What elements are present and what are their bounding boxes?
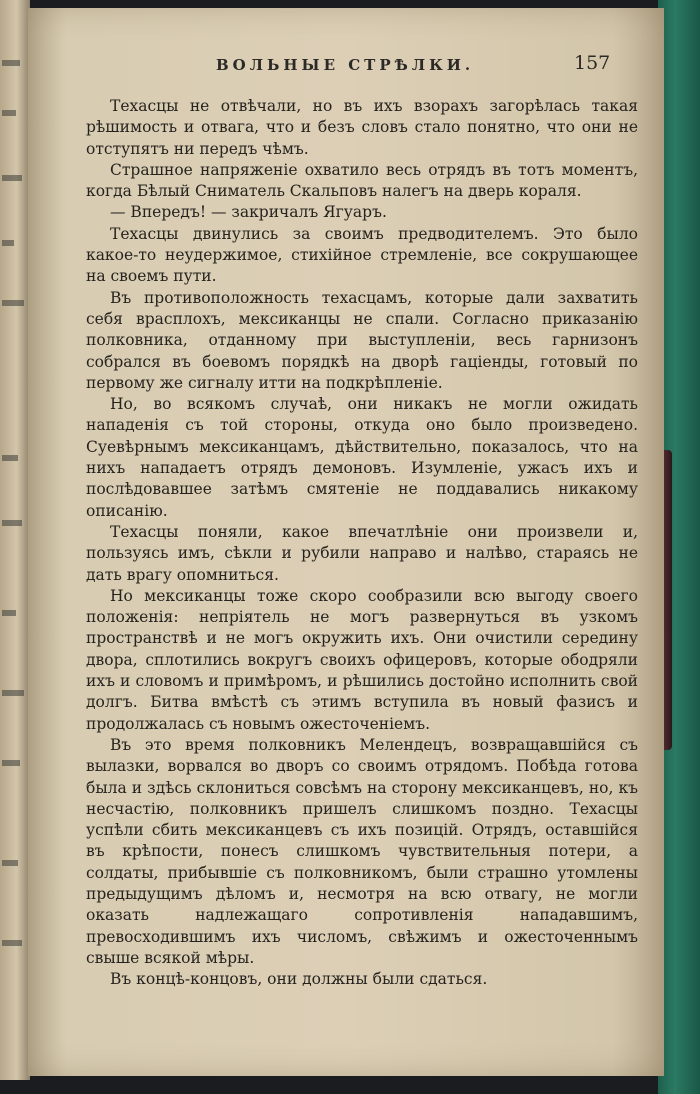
- adjacent-page-edge: [0, 0, 30, 1080]
- paragraph: Но, во всякомъ случаѣ, они никакъ не могли ожидать нападенія съ той стороны, откуда оно было произведено. Суевѣрнымъ мексиканцамъ, дѣйствительно, показалось, что на нихъ нападаетъ отрядъ демоновъ. Изумленіе, ужасъ ихъ и послѣдовавшее затѣмъ смятеніе не поддавались никакому описанію.: [86, 395, 638, 520]
- book-page: [28, 8, 664, 1076]
- running-head: ВОЛЬНЫЕ СТРѢЛКИ.: [216, 56, 475, 74]
- paragraph: Техасцы поняли, какое впечатлѣніе они произвели и, пользуясь имъ, сѣкли и рубили направо и налѣво, стараясь не дать врагу опомниться.: [86, 522, 638, 584]
- body-text: [86, 96, 638, 990]
- paragraph: Въ концѣ-концовъ, они должны были сдаться.: [110, 970, 488, 989]
- paragraph: Въ это время полковникъ Мелендецъ, возвращавшійся съ вылазки, ворвался во дворъ со своимъ отрядомъ. Побѣда готова была и здѣсь склониться совсѣмъ на сторону мексиканцевъ, но, къ несчастію, полковникъ пришелъ слишкомъ поздно. Техасцы успѣли сбить мексиканцевъ съ ихъ позицій. Отрядъ, оставшійся въ крѣпости, понесъ слишкомъ чувствительныя потери, а солдаты, прибывшіе съ полковникомъ, были страшно утомлены предыдущимъ дѣломъ и, несмотря на всю отвагу, не могли оказать надлежащаго сопротивленія нападавшимъ, превосходившимъ ихъ числомъ, свѣжимъ и ожесточеннымъ свыше всякой мѣры.: [86, 735, 638, 967]
- paragraph: Техасцы двинулись за своимъ предводителемъ. Это было какое-то неудержимое, стихійное стремленіе, все сокрушающее на своемъ пути.: [86, 224, 638, 286]
- paragraph: Техасцы не отвѣчали, но въ ихъ взорахъ загорѣлась такая рѣшимость и отвага, что и безъ словъ стало понятно, что они не отступятъ ни передъ чѣмъ.: [86, 97, 638, 158]
- paragraph: Но мексиканцы тоже скоро сообразили всю выгоду своего положенія: непріятель не могъ развернуться въ узкомъ пространствѣ и не могъ окружить ихъ. Они очистили середину двора, сплотились вокругъ своихъ офицеровъ, которые ободряли ихъ и словомъ и примѣромъ, и рѣшились достойно исполнить свой долгъ. Битва вмѣстѣ съ этимъ вступила въ новый фазисъ и продолжалась съ новымъ ожесточеніемъ.: [86, 586, 638, 733]
- paragraph: Въ противоположность техасцамъ, которые дали захватить себя врасплохъ, мексиканцы не спали. Согласно приказанію полковника, отданному при выступленіи, весь гарнизонъ собрался въ боевомъ порядкѣ на дворѣ гаціенды, готовый по первому же сигналу итти на подкрѣпленіе.: [86, 288, 638, 392]
- paragraph: Страшное напряженіе охватило весь отрядъ въ тотъ моментъ, когда Бѣлый Сниматель Скальповъ налегъ на дверь кораля.: [86, 160, 638, 201]
- paragraph: — Впередъ! — закричалъ Ягуаръ.: [110, 203, 387, 222]
- page-number: 157: [574, 52, 611, 74]
